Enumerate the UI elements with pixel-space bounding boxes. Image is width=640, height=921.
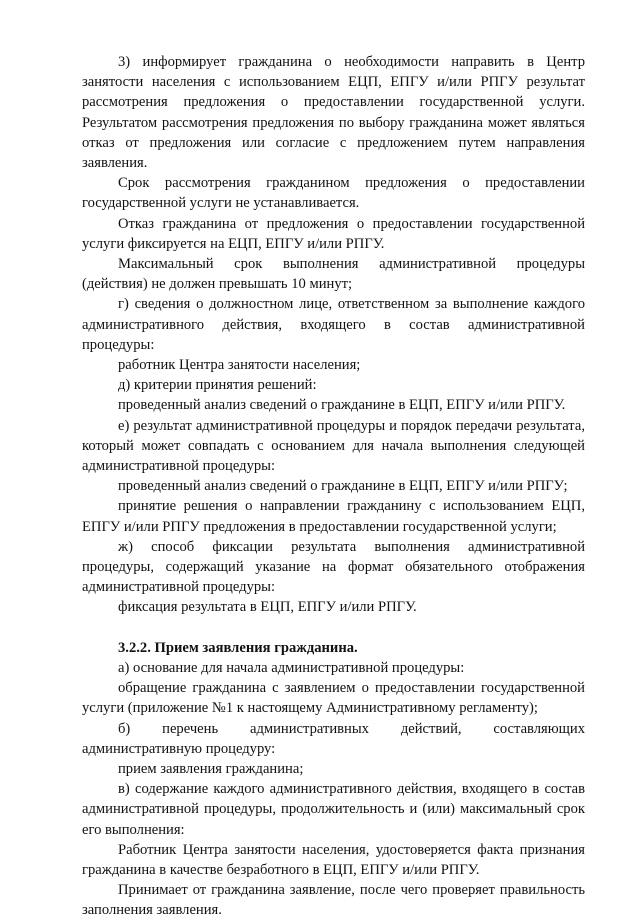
paragraph: прием заявления гражданина; (118, 760, 304, 777)
paragraph: а) основание для начала административной процедуры: (118, 659, 465, 676)
paragraph: ж) способ фиксации результата выполнения административной процедуры, содержащий указание на формат обязательного отображения административной процедуры: (82, 538, 585, 596)
paragraph: фиксация результата в ЕЦП, ЕПГУ и/или РПГУ. (118, 599, 417, 616)
paragraph: Максимальный срок выполнения административной процедуры (действия) не должен превышать 10 минут; (82, 256, 585, 293)
paragraph: б) перечень административных действий, составляющих административную процедуру: (82, 720, 585, 757)
paragraph: 3) информирует гражданина о необходимости направить в Центр занятости населения с использованием ЕЦП, ЕПГУ и/или РПГУ результат рассмотрения предложения о предоставлении государственной услуги. Результатом рассмотрения предложения по выбору гражданина может являться отказ от предложения или согласие с предложением путем направления заявления. (82, 54, 585, 172)
paragraph: г) сведения о должностном лице, ответственном за выполнение каждого административного действия, входящего в состав административной процедуры: (82, 296, 585, 353)
section-heading: 3.2.2. Прием заявления гражданина. (118, 639, 358, 656)
paragraph: Работник Центра занятости населения, удостоверяется факта признания гражданина в качестве безработного в ЕЦП, ЕПГУ и/или РПГУ. (82, 841, 585, 878)
document-body (82, 52, 585, 921)
paragraph: принятие решения о направлении гражданину с использованием ЕЦП, ЕПГУ и/или РПГУ предложения в предоставлении государственной услуги; (82, 498, 585, 535)
paragraph: работник Центра занятости населения; (118, 357, 361, 374)
paragraph: е) результат административной процедуры и порядок передачи результата, который может совпадать с основанием для начала выполнения следующей административной процедуры: (82, 417, 585, 475)
paragraph: проведенный анализ сведений о гражданине в ЕЦП, ЕПГУ и/или РПГУ. (118, 397, 566, 414)
paragraph: Отказ гражданина от предложения о предоставлении государственной услуги фиксируется на ЕЦП, ЕПГУ и/или РПГУ. (82, 215, 585, 252)
paragraph: д) критерии принятия решений: (118, 377, 317, 394)
paragraph: проведенный анализ сведений о гражданине в ЕЦП, ЕПГУ и/или РПГУ; (118, 478, 568, 495)
paragraph: обращение гражданина с заявлением о предоставлении государственной услуги (приложение №1 к настоящему Административному регламенту); (82, 680, 585, 717)
section-spacer (82, 618, 585, 638)
paragraph: Срок рассмотрения гражданином предложения о предоставлении государственной услуги не устанавливается. (82, 175, 585, 212)
paragraph: в) содержание каждого административного действия, входящего в состав административной процедуры, продолжительность и (или) максимальный срок его выполнения: (82, 781, 585, 838)
paragraph: Принимает от гражданина заявление, после чего проверяет правильность заполнения заявления. (82, 882, 585, 919)
